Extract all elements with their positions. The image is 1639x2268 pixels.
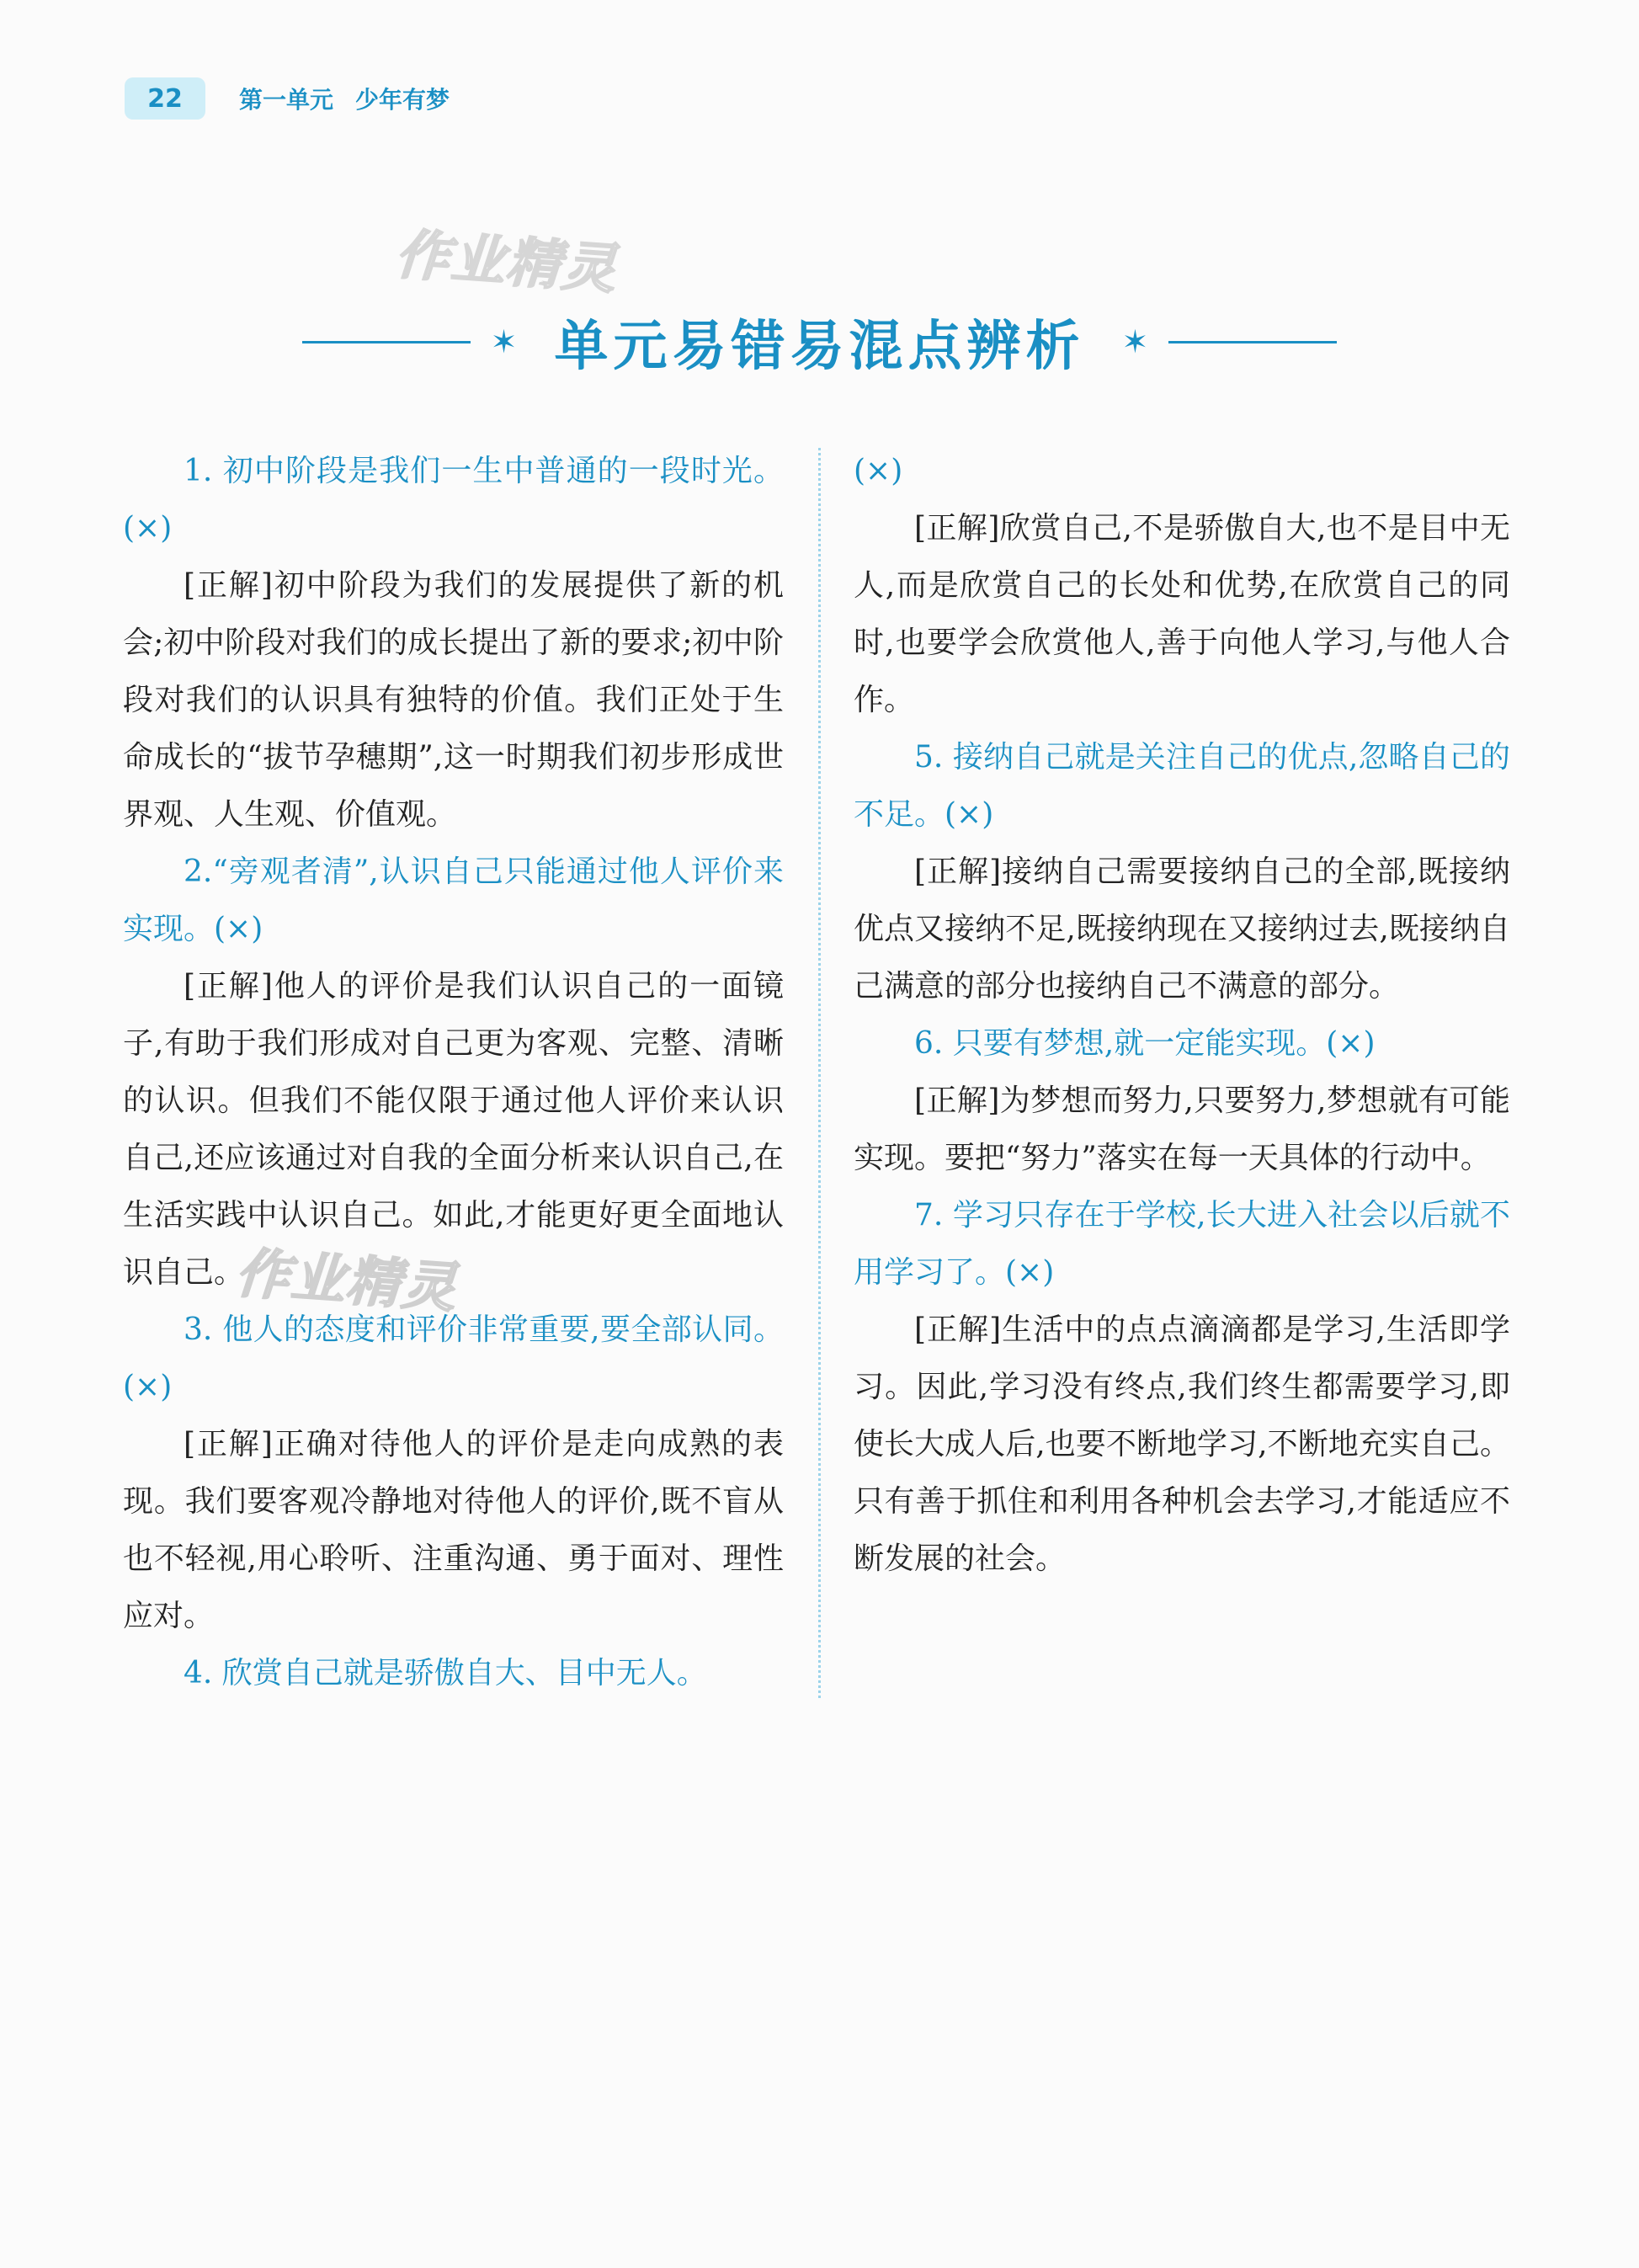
star-icon: ✶ <box>490 323 518 360</box>
column-divider <box>818 448 821 1698</box>
watermark-logo: 作业精灵 <box>233 1242 460 1321</box>
question-4-continued: (×) <box>854 454 903 488</box>
page-header <box>125 77 450 120</box>
answer-6: [正解]为梦想而努力,只要努力,梦想就有可能实现。要把“努力”落实在每一天具体的行动中。 <box>854 1083 1510 1175</box>
question-4: 4. 欣赏自己就是骄傲自大、目中无人。 <box>184 1656 707 1690</box>
right-column <box>854 443 1510 1588</box>
watermark-logo: 作业精灵 <box>393 223 620 302</box>
answer-1: [正解]初中阶段为我们的发展提供了新的机会;初中阶段对我们的成长提出了新的要求;初中阶段对我们的认识具有独特的价值。我们正处于生命成长的“拔节孕穗期”,这一时期我们初步形成世界观、人生观、价值观。 <box>123 568 784 832</box>
answer-3: [正解]正确对待他人的评价是走向成熟的表现。我们要客观冷静地对待他人的评价,既不盲从也不轻视,用心聆听、注重沟通、勇于面对、理性应对。 <box>123 1427 784 1633</box>
question-2: 2.“旁观者清”,认识自己只能通过他人评价来实现。(×) <box>123 854 784 946</box>
question-6: 6. 只要有梦想,就一定能实现。(×) <box>914 1026 1376 1061</box>
section-title-text: 单元易错易混点辨析 <box>554 316 1085 378</box>
question-7: 7. 学习只存在于学校,长大进入社会以后就不用学习了。(×) <box>854 1198 1510 1290</box>
left-column <box>123 443 784 1702</box>
question-3: 3. 他人的态度和评价非常重要,要全部认同。(×) <box>123 1312 784 1404</box>
answer-4: [正解]欣赏自己,不是骄傲自大,也不是目中无人,而是欣赏自己的长处和优势,在欣赏自己的同时,也要学会欣赏他人,善于向他人学习,与他人合作。 <box>854 511 1510 717</box>
star-icon: ✶ <box>1121 323 1149 360</box>
question-5: 5. 接纳自己就是关注自己的优点,忽略自己的不足。(×) <box>854 740 1510 832</box>
title-rule-right <box>1168 341 1337 343</box>
unit-label: 第一单元 <box>239 86 334 114</box>
answer-5: [正解]接纳自己需要接纳自己的全部,既接纳优点又接纳不足,既接纳现在又接纳过去,既接纳自己满意的部分也接纳自己不满意的部分。 <box>854 854 1510 1004</box>
question-1: 1. 初中阶段是我们一生中普通的一段时光。(×) <box>123 454 784 546</box>
answer-7: [正解]生活中的点点滴滴都是学习,生活即学习。因此,学习没有终点,我们终生都需要学习,即使长大成人后,也要不断地学习,不断地充实自己。只有善于抓住和利用各种机会去学习,才能适应不断发展的社会。 <box>854 1312 1510 1576</box>
page-number: 22 <box>125 77 205 120</box>
answer-2: [正解]他人的评价是我们认识自己的一面镜子,有助于我们形成对自己更为客观、完整、清晰的认识。但我们不能仅限于通过他人评价来认识自己,还应该通过对自我的全面分析来认识自己,在生活实践中认识自己。如此,才能更好更全面地认识自己。 <box>123 969 784 1290</box>
section-title <box>0 303 1639 381</box>
unit-title: 少年有梦 <box>355 86 450 114</box>
title-rule-left <box>302 341 471 343</box>
